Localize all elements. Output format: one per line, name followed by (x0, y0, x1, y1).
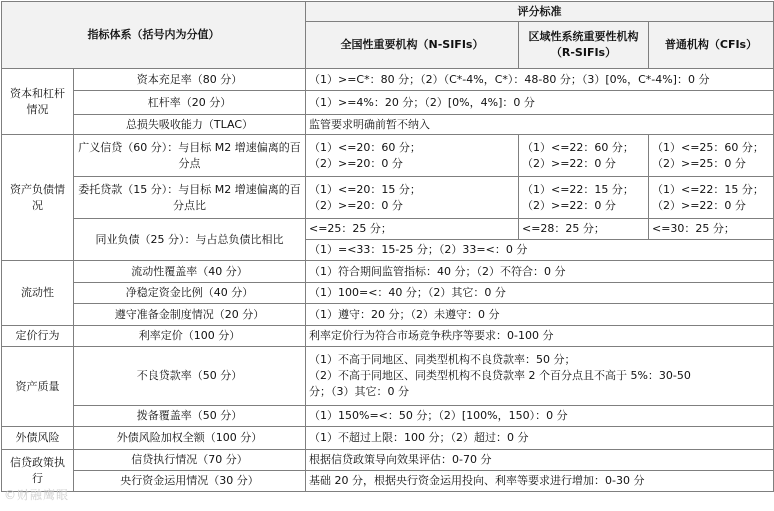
watermark: ©财融鹰眼 (4, 488, 70, 502)
standard-broad-credit-nsifi (306, 135, 519, 177)
standard-car: （1）>=C*：80 分；（2）（C*-4%，C*）：48-80 分；（3）[0%，C*-4%]：0 分 (306, 69, 774, 91)
line: （1）<=22：15 分； (652, 182, 764, 196)
standard-interbank-common: （1）=<33：15-25 分；（2）33=<：0 分 (306, 240, 774, 261)
header-scoring-standard: 评分标准 (306, 2, 774, 22)
indicator-interbank-liabilities: 同业负债（25 分）：与占总负债比相比 (74, 219, 306, 261)
indicator-car: 资本充足率（80 分） (74, 69, 306, 91)
standard-entrusted-cfi (649, 177, 774, 219)
line: （2）>=22：0 分 (652, 198, 746, 212)
standard-credit-execution: 根据信贷政策导向效果评估：0-70 分 (306, 450, 774, 471)
line: （1）<=20：15 分； (309, 182, 421, 196)
standard-tlac: 监管要求明确前暂不纳入 (306, 115, 774, 135)
indicator-credit-execution: 信贷执行情况（70 分） (74, 450, 306, 471)
indicator-broad-credit: 广义信贷（60 分）：与目标 M2 增速偏离的百分点 (74, 135, 306, 177)
line: （2）>=20：0 分 (309, 156, 403, 170)
standard-fx-risk: （1）不超过上限：100 分；（2）超过：0 分 (306, 427, 774, 450)
header-indicator-system: 指标体系（括号内为分值） (2, 2, 306, 69)
line: （1）<=22：15 分； (522, 182, 634, 196)
standard-nsfr: （1）100=<：40 分；（2）其它：0 分 (306, 283, 774, 304)
indicator-central-bank-funds: 央行资金运用情况（30 分） (74, 471, 306, 492)
category-credit-policy: 信贷政策执行 (2, 450, 74, 492)
line: （2）不高于同地区、同类型机构不良贷款率 2 个百分点且不高于 5%：30-50 (309, 369, 691, 382)
standard-interbank-rsifi: <=28：25 分； (519, 219, 649, 240)
indicator-entrusted-loans: 委托贷款（15 分）：与目标 M2 增速偏离的百分点比 (74, 177, 306, 219)
line: （2）>=22：0 分 (522, 198, 616, 212)
category-foreign-debt: 外债风险 (2, 427, 74, 450)
indicator-reserve-compliance: 遵守准备金制度情况（20 分） (74, 304, 306, 326)
category-pricing: 定价行为 (2, 326, 74, 347)
indicator-lcr: 流动性覆盖率（40 分） (74, 261, 306, 283)
line: （1）<=22：60 分； (522, 140, 634, 154)
standard-provision-coverage: （1）150%=<：50 分；（2）[100%，150）：0 分 (306, 406, 774, 427)
line: （2）>=25：0 分 (652, 156, 746, 170)
standard-entrusted-nsifi (306, 177, 519, 219)
standard-entrusted-rsifi (519, 177, 649, 219)
category-assets-liabilities: 资产负债情况 (2, 135, 74, 261)
line: （2）>=20：0 分 (309, 198, 403, 212)
standard-rate-pricing: 利率定价行为符合市场竞争秩序等要求：0-100 分 (306, 326, 774, 347)
indicator-provision-coverage: 拨备覆盖率（50 分） (74, 406, 306, 427)
indicator-nsfr: 净稳定资金比例（40 分） (74, 283, 306, 304)
header-rsifi: 区域性系统重要性机构（R-SIFIs） (519, 22, 649, 69)
standard-broad-credit-rsifi (519, 135, 649, 177)
standard-leverage: （1）>=4%：20 分；（2）[0%，4%]：0 分 (306, 91, 774, 115)
standard-lcr: （1）符合期间监管指标：40 分；（2）不符合：0 分 (306, 261, 774, 283)
indicator-rate-pricing: 利率定价（100 分） (74, 326, 306, 347)
line: 分；（3）其它：0 分 (309, 385, 409, 398)
category-asset-quality: 资产质量 (2, 347, 74, 427)
line: （1）<=25：60 分； (652, 140, 764, 154)
indicator-tlac: 总损失吸收能力（TLAC） (74, 115, 306, 135)
category-capital: 资本和杠杆情况 (2, 69, 74, 135)
standard-broad-credit-cfi (649, 135, 774, 177)
indicator-npl-ratio: 不良贷款率（50 分） (74, 347, 306, 406)
standard-interbank-nsifi: <=25：25 分； (306, 219, 519, 240)
mpa-scoring-table (1, 1, 774, 492)
indicator-leverage: 杠杆率（20 分） (74, 91, 306, 115)
standard-reserve-compliance: （1）遵守：20 分；（2）未遵守：0 分 (306, 304, 774, 326)
indicator-fx-risk: 外债风险加权全额（100 分） (74, 427, 306, 450)
header-nsifi: 全国性重要机构（N-SIFIs） (306, 22, 519, 69)
category-liquidity: 流动性 (2, 261, 74, 326)
line: （2）>=22：0 分 (522, 156, 616, 170)
header-cfi: 普通机构（CFIs） (649, 22, 774, 69)
line: （1）不高于同地区、同类型机构不良贷款率：50 分； (309, 353, 576, 366)
standard-central-bank-funds: 基础 20 分，根据央行资金运用投向、利率等要求进行增加：0-30 分 (306, 471, 774, 492)
standard-interbank-cfi: <=30：25 分； (649, 219, 774, 240)
line: （1）<=20：60 分； (309, 140, 421, 154)
standard-npl-ratio (306, 347, 774, 406)
